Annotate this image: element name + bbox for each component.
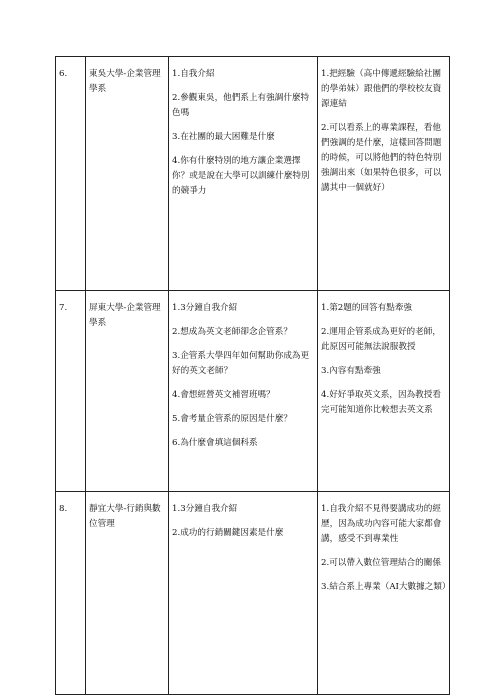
note-item: 3.內容有點牽強	[321, 366, 381, 376]
question-item: 2.參觀東吳，他們系上有強調什麼特色嗎	[172, 93, 310, 118]
notes-cell	[318, 492, 450, 695]
questions-cell	[169, 492, 318, 695]
table-row	[56, 291, 450, 492]
school-cell: 屏東大學-企業管理學系	[86, 291, 169, 492]
question-item: 5.會考量企管系的原因是什麼？	[172, 414, 292, 424]
question-item: 3.在社團的最大困難是什麼	[172, 132, 275, 142]
note-item: 2.可以看系上的專業課程，看他們強調的是什麼，這樣回答問題的時候，可以將他們的特色特別強調出來（如果特色很多，可以講其中一個就好）	[321, 123, 442, 193]
question-item: 4.會想經營英文補習班嗎？	[172, 390, 275, 400]
interview-table	[55, 56, 450, 695]
question-item: 1.自我介紹	[172, 69, 215, 79]
row-number: 8.	[56, 492, 86, 695]
note-item: 3.結合系上專業（AI大數據之類）	[321, 582, 451, 592]
school-cell: 東吳大學-企業管理學系	[86, 57, 169, 291]
row-number: 7.	[56, 291, 86, 492]
question-item: 6.為什麼會填這個科系	[172, 438, 258, 448]
question-item: 2.想成為英文老師卻念企管系？	[172, 327, 292, 337]
note-item: 1.自我介紹不見得要講成功的經歷，因為成功內容可能大家都會講，感受不到專業性	[321, 504, 442, 544]
note-item: 2.運用企管系成為更好的老師，此原因可能無法說服教授	[321, 327, 441, 352]
table-row	[56, 492, 450, 695]
question-item: 4.你有什麼特別的地方讓企業選擇你？或是說在大學可以訓練什麼特別的競爭力	[172, 156, 310, 196]
question-item: 2.成功的行銷關鍵因素是什麼	[172, 528, 284, 538]
note-item: 1.第2題的回答有點牽強	[321, 303, 413, 313]
notes-cell	[318, 291, 450, 492]
question-item: 1.3分鐘自我介紹	[172, 504, 238, 514]
note-item: 4.好好爭取英文系，因為教授看完可能知道你比較想去英文系	[321, 390, 441, 415]
row-number: 6.	[56, 57, 86, 291]
table-row	[56, 57, 450, 291]
questions-cell	[169, 57, 318, 291]
question-item: 1.3分鐘自我介紹	[172, 303, 238, 313]
notes-cell	[318, 57, 450, 291]
note-item: 1.把經驗（高中傳遞經驗給社團的學弟妹）跟他們的學校校友資源連結	[321, 69, 442, 109]
question-item: 3.企管系大學四年如何幫助你成為更好的英文老師？	[172, 351, 310, 376]
note-item: 2.可以帶入數位管理結合的關係	[321, 558, 441, 568]
school-cell: 靜宜大學-行銷與數位管理	[86, 492, 169, 695]
questions-cell	[169, 291, 318, 492]
